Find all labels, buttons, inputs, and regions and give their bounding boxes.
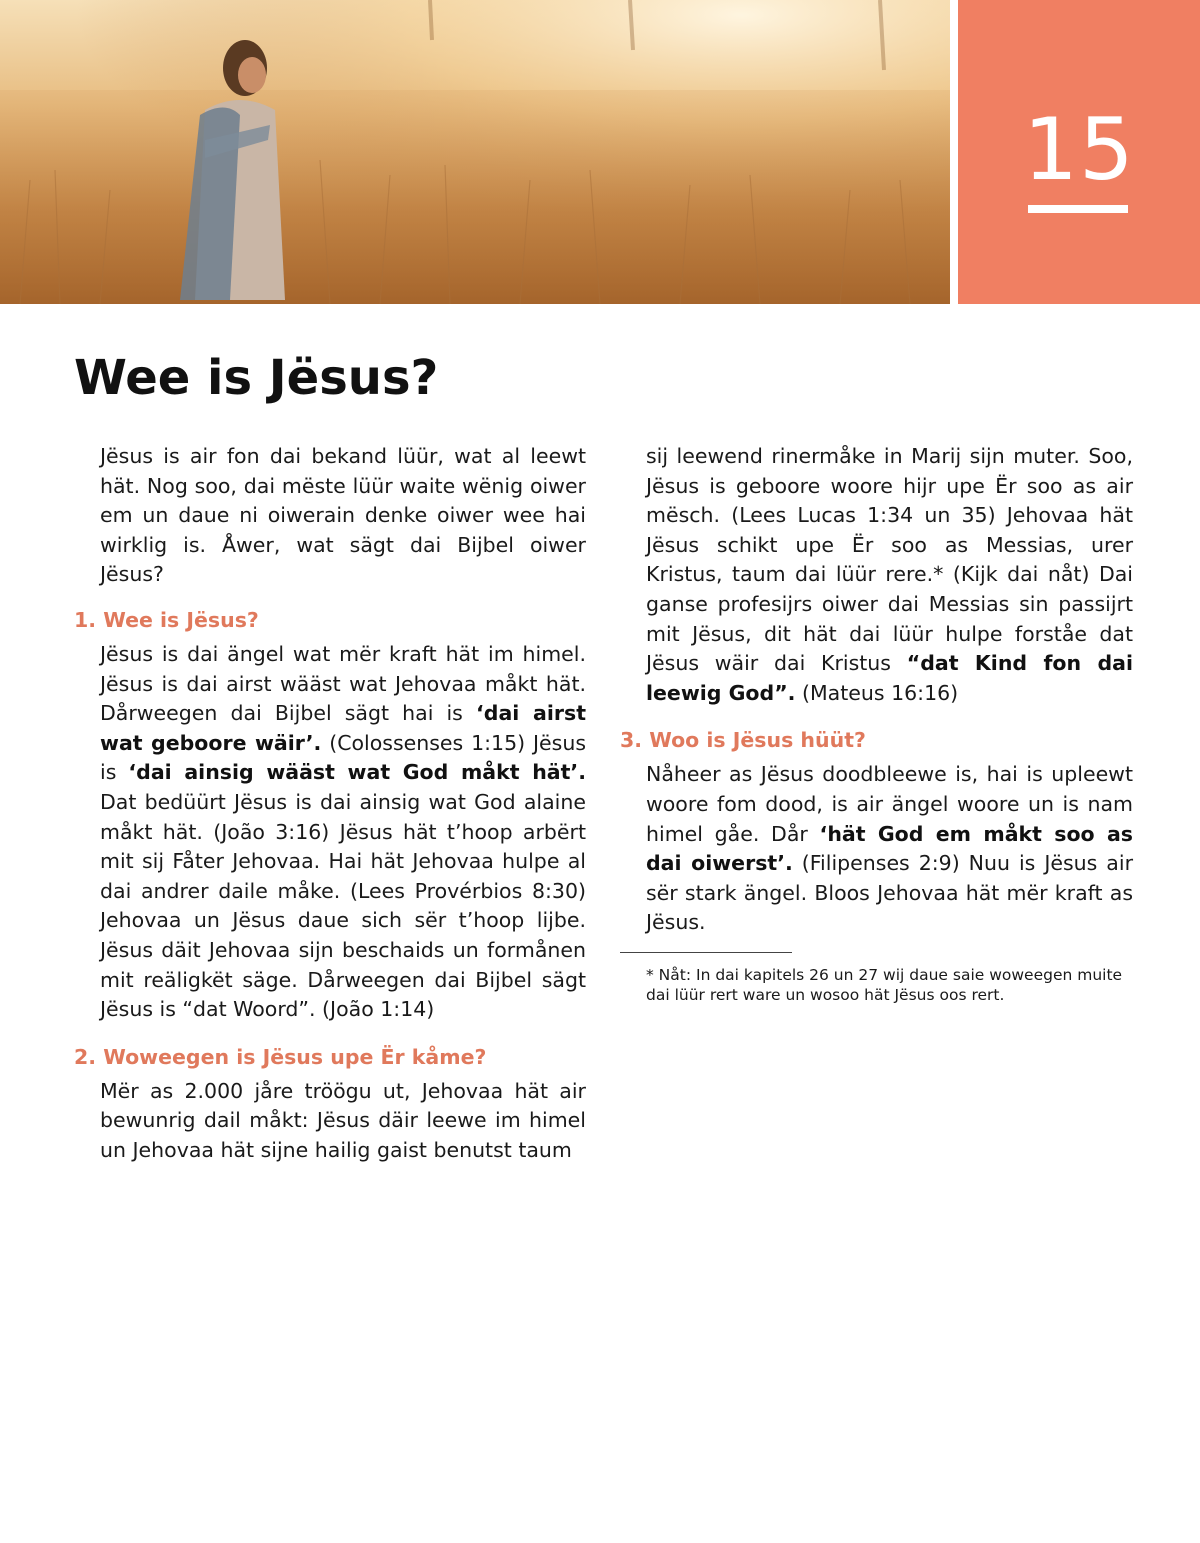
wheat-field-illustration [0,0,950,304]
chapter-underline [1028,205,1128,213]
left-column [74,442,586,1165]
intro-paragraph: Jësus is air fon dai bekand lüür, wat al leewt hät. Nog soo, dai mëste lüür waite wënig oiwer em un daue ni oiwerain denke oiwer wee hai wirklig is. Åwer, wat sägt dai Bijbel oiwer Jësus? [100,444,586,587]
section-1-heading: 1. Wee is Jësus? [74,607,259,632]
section-1-paragraph: Jësus is dai ängel wat mër kraft hät im himel. Jësus is dai airst wääst wat Jehovaa måkt hät. Dårweegen dai Bijbel sägt hai is ‘dai airst wat geboore wäir’. (Colossenses 1:15) Jësus is ‘dai ainsig wääst wat God måkt hät’. Dat bedüürt Jësus is dai ainsig wat God alaine måkt hät. (João 3:16) Jësus hät t’hoop arbërt mit sij Fåter Jehovaa. Hai hät Jehovaa hulpe al dai andrer daile måke. (Lees Provérbios 8:30) Jehovaa un Jësus daue sich sër t’hoop lijbe. Jësus däit Jehovaa sijn beschaids un formånen mit reäligkët säge. Dårweegen dai Bijbel sägt Jësus is “dat Woord”. (João 1:14) [100,641,587,1022]
hero-photo [0,0,950,304]
page-title: Wee is Jësus? [74,350,439,406]
chapter-badge [958,0,1200,304]
section-3-heading: 3. Woo is Jësus hüüt? [620,728,866,753]
section-2-paragraph-start: Mër as 2.000 jåre tröögu ut, Jehovaa hät air bewunrig dail måkt: Jësus däir leewe im himel un Jehovaa hät sijne hailig gaist benutst taum [100,1078,586,1162]
section-2-heading: 2. Woweegen is Jësus upe Ër kåme? [74,1044,487,1069]
chapter-number: 15 [1023,100,1135,200]
right-column [620,442,1133,1005]
footnote: * Nåt: In dai kapitels 26 un 27 wij daue saie woweegen muite dai lüür rert ware un wosoo hät Jësus oos rert. [646,965,1123,1004]
section-2-paragraph-continued: sij leewend rinermåke in Marij sijn muter. Soo, Jësus is geboore woore hijr upe Ër soo as air mësch. (Lees Lucas 1:34 un 35) Jehovaa hät Jësus schikt upe Ër soo as Messias, urer Kristus, taum dai lüür rere.* (Kijk dai nåt) Dai ganse profesijrs oiwer dai Messias sin passijrt mit Jësus, dit hät dai lüür hulpe forståe dat Jësus wäir dai Kristus “dat Kind fon dai leewig God”. (Mateus 16:16) [646,444,1133,705]
footnote-divider [620,952,792,953]
section-3-paragraph: Nåheer as Jësus doodbleewe is, hai is upleewt woore fom dood, is air ängel woore un is nam himel gåe. Dår ‘hät God em måkt soo as dai oiwerst’. (Filipenses 2:9) Nuu is Jësus air sër stark ängel. Bloos Jehovaa hät mër kraft as Jësus. [646,762,1133,935]
